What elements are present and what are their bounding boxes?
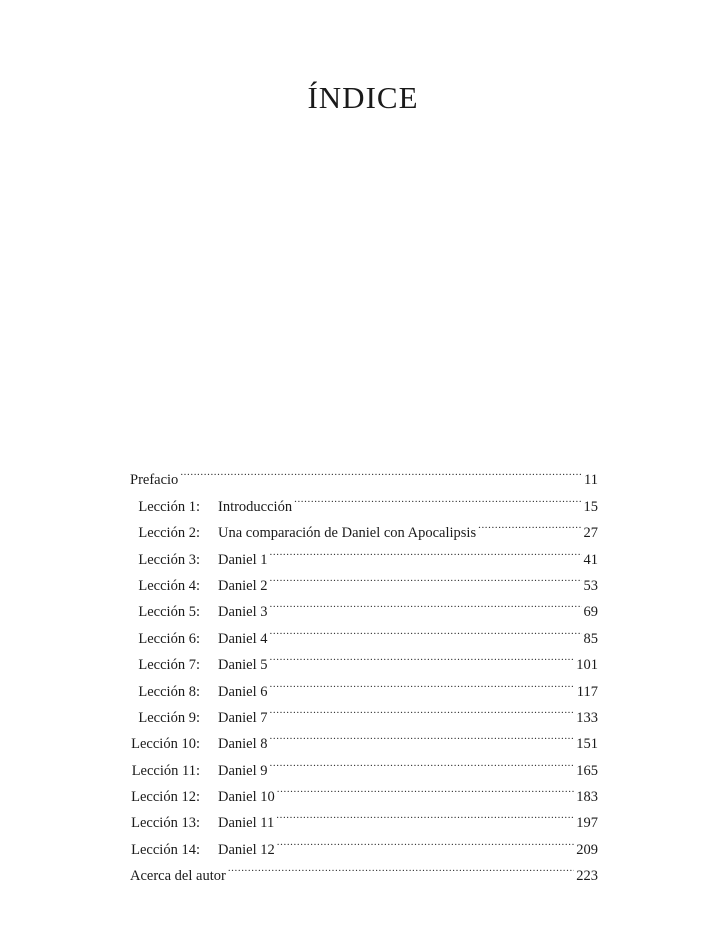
lesson-label: Lección 6: (138, 630, 200, 647)
entry-title: Daniel 5 (218, 657, 268, 674)
entry-title: Daniel 6 (218, 683, 268, 700)
toc-entry (130, 827, 598, 858)
page-number: 209 (576, 841, 598, 858)
entry-title: Daniel 8 (218, 736, 268, 753)
page-number: 15 (583, 498, 598, 515)
lesson-label: Lección 7: (138, 657, 200, 674)
page-number: 101 (576, 657, 598, 674)
dot-leader (270, 616, 582, 642)
toc-entry (130, 484, 598, 515)
toc-entry (130, 722, 598, 753)
page-number: 27 (583, 525, 598, 542)
toc-entry (130, 564, 598, 594)
entry-title: Daniel 11 (218, 815, 275, 832)
entry-title: Daniel 2 (218, 577, 268, 594)
page-number: 165 (576, 762, 598, 779)
dot-leader (276, 801, 574, 827)
toc-entry (130, 616, 598, 647)
page-number: 133 (576, 709, 598, 726)
entry-title: Daniel 9 (218, 762, 268, 779)
dot-leader (270, 722, 575, 748)
page-number: 53 (583, 577, 598, 594)
toc-entry (130, 801, 598, 832)
lesson-label: Lección 4: (138, 577, 200, 594)
toc-entry (130, 696, 598, 726)
lesson-label: Lección 12: (131, 789, 200, 806)
dot-leader (270, 669, 575, 695)
entry-title: Daniel 4 (218, 630, 268, 647)
dot-leader (277, 827, 574, 853)
lesson-label: Lección 8: (138, 683, 200, 700)
page-number: 85 (583, 630, 598, 647)
page-number: 183 (576, 789, 598, 806)
page-number: 11 (584, 472, 598, 489)
dot-leader (478, 511, 581, 537)
entry-title: Una comparación de Daniel con Apocalipsis (218, 525, 477, 542)
entry-title: Daniel 12 (218, 841, 275, 858)
toc-entry (130, 511, 598, 542)
lesson-label: Lección 9: (138, 709, 200, 726)
dot-leader (277, 775, 574, 801)
lesson-label: Lección 11: (131, 762, 200, 779)
entry-title: Daniel 7 (218, 709, 268, 726)
page-number: 151 (576, 736, 598, 753)
page-number: 117 (576, 683, 598, 700)
dot-leader (294, 484, 581, 510)
entry-title: Acerca del autor (130, 868, 226, 885)
toc-entry (130, 669, 598, 700)
page-number: 197 (576, 815, 598, 832)
entry-title: Introducción (218, 498, 293, 515)
lesson-label: Lección 1: (138, 498, 200, 515)
page-number: 41 (583, 551, 598, 568)
dot-leader (270, 537, 582, 563)
dot-leader (270, 590, 582, 616)
table-of-contents (130, 458, 598, 885)
entry-title: Daniel 3 (218, 604, 268, 621)
toc-entry (130, 854, 598, 885)
entry-title: Daniel 1 (218, 551, 268, 568)
dot-leader (180, 458, 582, 484)
page-number: 223 (576, 868, 598, 885)
page-number: 69 (583, 604, 598, 621)
toc-entry (130, 537, 598, 568)
lesson-label: Lección 2: (138, 525, 200, 542)
entry-title: Prefacio (130, 472, 179, 489)
dot-leader (270, 564, 582, 590)
dot-leader (228, 854, 574, 880)
lesson-label: Lección 14: (131, 841, 200, 858)
toc-entry (130, 643, 598, 674)
lesson-label: Lección 13: (131, 815, 200, 832)
dot-leader (270, 643, 575, 669)
lesson-label: Lección 5: (138, 604, 200, 621)
dot-leader (270, 748, 575, 774)
entry-title: Daniel 10 (218, 789, 275, 806)
toc-entry (130, 590, 598, 621)
toc-entry (130, 775, 598, 806)
toc-entry (130, 458, 598, 489)
dot-leader (270, 696, 575, 722)
lesson-label: Lección 10: (131, 736, 200, 753)
lesson-label: Lección 3: (138, 551, 200, 568)
toc-entry (130, 748, 598, 779)
page-title: ÍNDICE (307, 80, 419, 115)
